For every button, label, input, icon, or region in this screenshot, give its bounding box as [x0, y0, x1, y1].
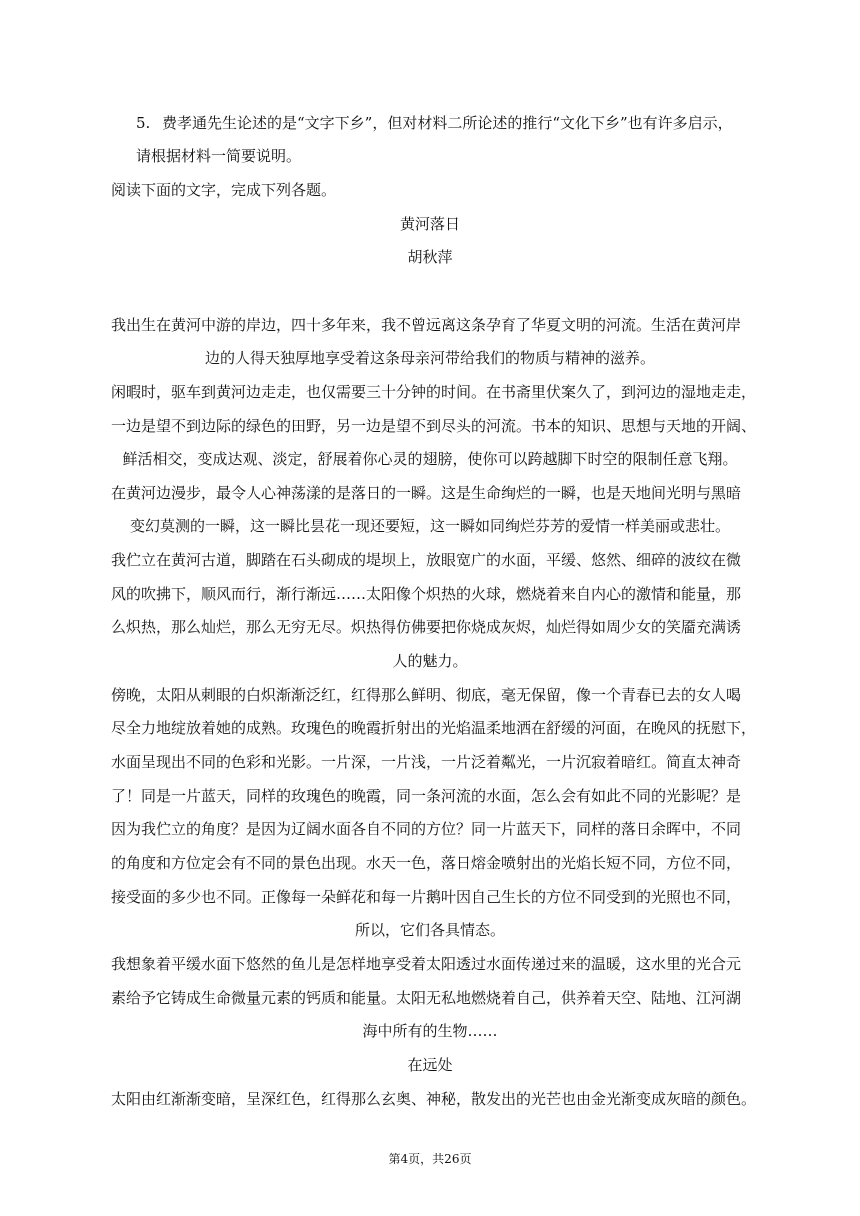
article-line: 么炽热，那么灿烂，那么无穷无尽。炽热得仿佛要把你烧成灰烬，灿烂得如周少女的笑靥充满诱: [111, 618, 742, 636]
article-line: 我想象着平缓水面下悠然的鱼儿是怎样地享受着太阳透过水面传递过来的温暖，这水里的光合元: [111, 955, 742, 973]
article-line: 在黄河边漫步，最令人心神荡漾的是落日的一瞬。这是生命绚烂的一瞬，也是天地间光明与黑暗: [111, 484, 742, 502]
article-line: 素给予它铸成生命微量元素的钙质和能量。太阳无私地燃烧着自己，供养着天空、陆地、江河湖: [111, 989, 742, 1007]
article-line: 尽全力地绽放着她的成熟。玫瑰色的晚霞折射出的光焰温柔地洒在舒缓的河面，在晚风的抚慰下，: [111, 719, 757, 737]
article-line: 的角度和方位定会有不同的景色出现。水天一色，落日熔金喷射出的光焰长短不同，方位不同，: [111, 854, 742, 872]
page-footer: 第4页，共26页: [388, 1152, 472, 1166]
article-author: 胡秋萍: [407, 248, 453, 266]
article-line: 闲暇时，驱车到黄河边走走，也仅需要三十分钟的时间。在书斋里伏案久了，到河边的湿地走走，: [111, 383, 757, 401]
article-line: 我出生在黄河中游的岸边，四十多年来，我不曾远离这条孕育了华夏文明的河流。生活在黄河岸: [111, 316, 742, 334]
reading-instruction: 阅读下面的文字，完成下列各题。: [111, 181, 337, 199]
question-text: 费孝通先生论述的是“文字下乡”，但对材料二所论述的推行“文化下乡”也有许多启示，: [162, 114, 733, 132]
article-line: 接受面的多少也不同。正像每一朵鲜花和每一片鹅叶因自己生长的方位不同受到的光照也不同，: [111, 888, 742, 906]
article-line: 变幻莫测的一瞬，这一瞬比昙花一现还要短，这一瞬如同绚烂芬芳的爱情一样美丽或悲壮。: [129, 517, 730, 535]
article-line: 鲜活相交，变成达观、淡定，舒展着你心灵的翅膀，使你可以跨越脚下时空的限制任意飞翔。: [122, 450, 738, 468]
article-line: 我伫立在黄河古道，脚踏在石头砌成的堤坝上，放眼宽广的水面，平缓、悠然、细碎的波纹在微: [111, 551, 742, 569]
article-title: 黄河落日: [399, 215, 460, 233]
article-line: 边的人得天独厚地享受着这条母亲河带给我们的物质与精神的滋养。: [204, 349, 655, 367]
article-line: 水面呈现出不同的色彩和光影。一片深，一片浅，一片泛着粼光，一片沉寂着暗红。简直太神奇: [111, 753, 742, 771]
article-line: 人的魅力。: [392, 652, 468, 670]
article-line: 因为我伫立的角度？是因为辽阔水面各自不同的方位？同一片蓝天下，同样的落日余晖中，不同: [111, 820, 742, 838]
article-line: 风的吹拂下，顺风而行，渐行渐远……太阳像个炽热的火球，燃烧着来自内心的激情和能量，那: [111, 585, 742, 603]
article-line: 海中所有的生物……: [362, 1022, 498, 1040]
question-5-line-2: 请根据材料一简要说明。: [136, 147, 302, 165]
article-line: 一边是望不到边际的绿色的田野，另一边是望不到尽头的河流。书本的知识、思想与天地的开阔、: [111, 417, 757, 435]
article-subheading: 在远处: [407, 1056, 453, 1074]
article-line: 太阳由红渐渐变暗，呈深红色，红得那么玄奥、神秘，散发出的光芒也由金光渐变成灰暗的颜色。: [111, 1090, 757, 1108]
article-line: 了！同是一片蓝天，同样的玫瑰色的晚霞，同一条河流的水面，怎么会有如此不同的光影呢？是: [111, 787, 742, 805]
question-number: 5.: [136, 114, 151, 132]
article-line: 所以，它们各具情态。: [354, 921, 505, 939]
article-line: 傍晚，太阳从刺眼的白炽渐渐泛红，红得那么鲜明、彻底，毫无保留，像一个青春已去的女人喝: [111, 686, 742, 704]
